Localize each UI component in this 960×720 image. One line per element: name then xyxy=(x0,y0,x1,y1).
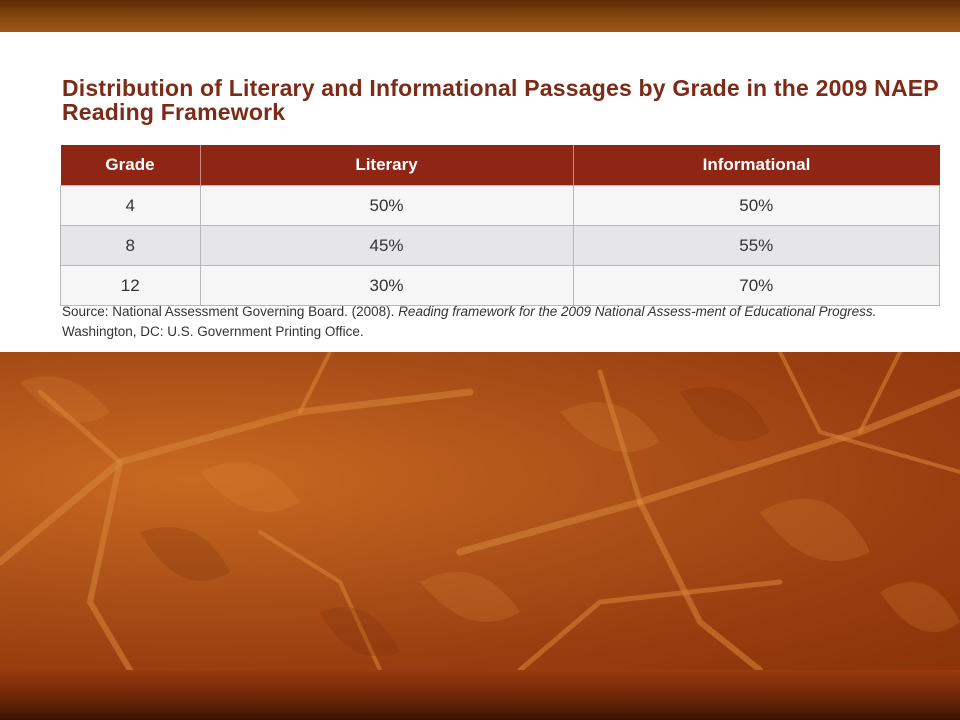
table-row xyxy=(61,266,940,306)
source-suffix: Washington, DC: U.S. Government Printing Office. xyxy=(62,324,364,339)
cell-informational: 70% xyxy=(573,266,940,306)
cell-informational: 55% xyxy=(573,226,940,266)
cell-literary: 30% xyxy=(200,266,573,306)
header-literary: Literary xyxy=(200,145,573,186)
header-grade: Grade xyxy=(61,145,201,186)
bottom-gradient-bar xyxy=(0,670,960,720)
source-prefix: Source: National Assessment Governing Board. (2008). xyxy=(62,304,399,319)
distribution-table xyxy=(60,145,940,306)
cell-literary: 50% xyxy=(200,186,573,226)
header-informational: Informational xyxy=(573,145,940,186)
top-gradient-bar xyxy=(0,0,960,32)
branch-pattern xyxy=(0,352,960,670)
cell-literary: 45% xyxy=(200,226,573,266)
cell-informational: 50% xyxy=(573,186,940,226)
leaf-backdrop xyxy=(0,352,960,670)
cell-grade: 4 xyxy=(61,186,201,226)
source-citation xyxy=(62,302,942,342)
table-header-row xyxy=(61,145,940,186)
table-title: Distribution of Literary and Informational Passages by Grade in the 2009 NAEP Reading Framework xyxy=(62,75,939,125)
source-title: Reading framework for the 2009 National Assess-ment of Educational Progress. xyxy=(398,304,877,319)
table-row xyxy=(61,186,940,226)
table-row xyxy=(61,226,940,266)
content-panel xyxy=(0,32,960,352)
cell-grade: 8 xyxy=(61,226,201,266)
cell-grade: 12 xyxy=(61,266,201,306)
